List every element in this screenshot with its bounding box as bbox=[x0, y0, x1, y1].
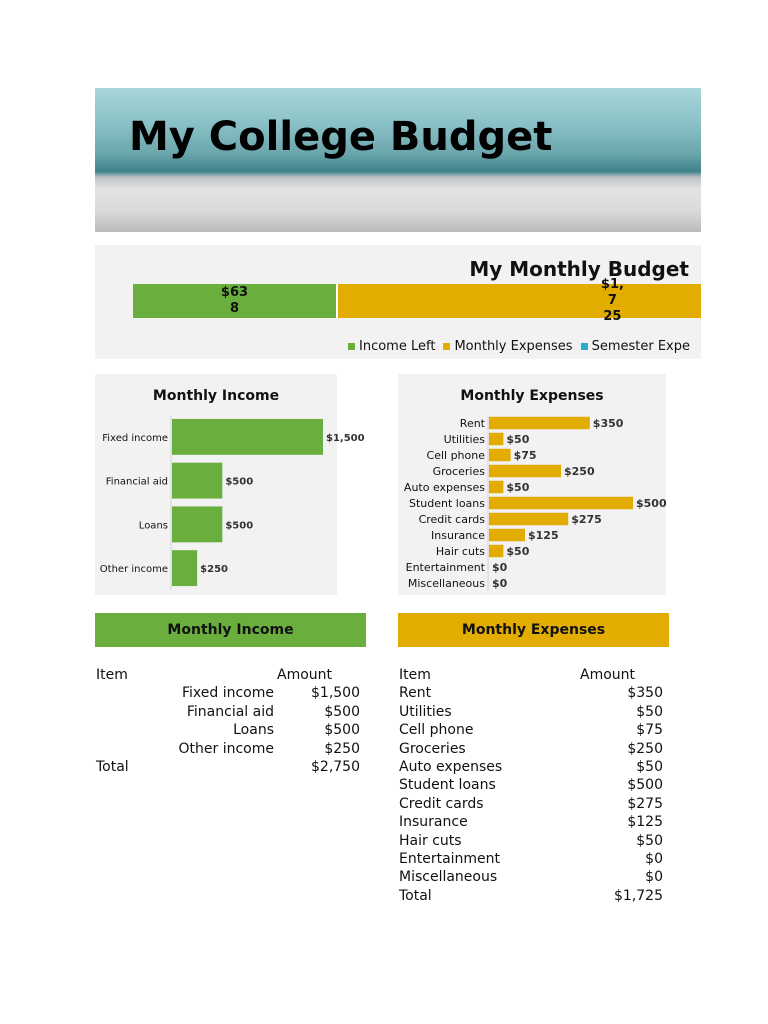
table-row bbox=[398, 796, 669, 814]
bar-value-label: $0 bbox=[492, 561, 508, 574]
amount-cell: $350 bbox=[627, 685, 663, 702]
item-cell: Loans bbox=[233, 722, 274, 739]
bar bbox=[172, 463, 222, 499]
income-chart-svg bbox=[95, 374, 365, 595]
table-row bbox=[398, 814, 669, 832]
item-cell: Other income bbox=[178, 740, 274, 757]
total-label: Total bbox=[96, 759, 129, 775]
amount-cell: $0 bbox=[645, 851, 663, 867]
total-label: Total bbox=[399, 887, 432, 904]
budget-bar-segment bbox=[336, 277, 701, 324]
item-cell: Entertainment bbox=[399, 851, 501, 867]
bar bbox=[489, 465, 561, 477]
table-total-row bbox=[398, 888, 669, 906]
amount-cell: $50 bbox=[636, 832, 663, 849]
legend-swatch bbox=[581, 343, 588, 350]
expenses-chart-svg bbox=[398, 374, 666, 595]
table-row bbox=[398, 833, 669, 851]
budget-legend bbox=[348, 339, 698, 354]
category-label: Utilities bbox=[443, 433, 485, 446]
bar-value-label: $500 bbox=[225, 476, 254, 488]
legend-swatch bbox=[443, 343, 450, 350]
amount-cell: $75 bbox=[636, 722, 663, 739]
category-label: Cell phone bbox=[426, 449, 485, 462]
amount-cell: $500 bbox=[324, 722, 360, 739]
column-header-amount: Amount bbox=[277, 667, 333, 683]
segment-value-label bbox=[221, 285, 249, 317]
bar-value-label: $250 bbox=[200, 564, 229, 576]
bar bbox=[489, 417, 590, 429]
item-cell: Financial aid bbox=[186, 703, 274, 720]
table-row bbox=[95, 741, 366, 759]
bar-value-label: $350 bbox=[592, 417, 624, 430]
item-cell: Auto expenses bbox=[399, 759, 503, 775]
amount-cell: $50 bbox=[636, 703, 663, 720]
bar bbox=[489, 481, 503, 493]
bar-value-label: $75 bbox=[513, 449, 537, 462]
segment-label-line: $63 bbox=[220, 285, 249, 300]
legend-swatch bbox=[348, 343, 355, 350]
monthly-income-header: Monthly Income bbox=[95, 613, 366, 647]
category-label: Miscellaneous bbox=[407, 577, 485, 590]
category-label: Rent bbox=[459, 417, 485, 430]
bar bbox=[489, 545, 503, 557]
total-amount: $2,750 bbox=[311, 759, 360, 775]
table-total-row bbox=[95, 759, 366, 777]
table-row bbox=[398, 777, 669, 795]
category-label: Student loans bbox=[408, 497, 485, 510]
amount-cell: $250 bbox=[627, 740, 663, 757]
amount-cell: $250 bbox=[324, 740, 360, 757]
bar-value-label: $275 bbox=[571, 513, 602, 526]
budget-bar-segment bbox=[133, 284, 336, 318]
table-row bbox=[95, 722, 366, 740]
chart-title: Monthly Expenses bbox=[460, 388, 604, 404]
segment-label-line: 25 bbox=[603, 309, 622, 324]
table-row bbox=[398, 741, 669, 759]
bar-value-label: $500 bbox=[225, 520, 254, 532]
bar bbox=[489, 433, 503, 445]
bar bbox=[172, 506, 222, 542]
category-label: Groceries bbox=[432, 465, 485, 478]
amount-cell: $0 bbox=[645, 869, 663, 886]
title-banner bbox=[95, 88, 701, 232]
monthly-budget-title: My Monthly Budget bbox=[469, 257, 689, 281]
bar-value-label: $125 bbox=[528, 529, 559, 542]
legend-label: Monthly Expenses bbox=[454, 339, 573, 354]
table-row bbox=[398, 869, 669, 887]
legend-item-semester-expenses bbox=[581, 339, 690, 354]
bar-value-label: $1,500 bbox=[326, 432, 365, 444]
amount-cell: $50 bbox=[636, 759, 663, 775]
bar bbox=[489, 529, 525, 541]
item-cell: Fixed income bbox=[181, 685, 274, 702]
amount-cell: $125 bbox=[627, 814, 663, 831]
legend-label: Semester Expe bbox=[591, 339, 690, 354]
segment-label-line: $1,7 bbox=[600, 277, 624, 308]
bar-value-label: $50 bbox=[506, 433, 530, 446]
category-label: Insurance bbox=[431, 529, 485, 542]
bar bbox=[489, 449, 511, 461]
amount-cell: $500 bbox=[627, 777, 663, 794]
bar bbox=[489, 497, 633, 509]
page-title: My College Budget bbox=[129, 114, 553, 160]
legend-item-monthly-expenses bbox=[443, 339, 572, 354]
item-cell: Rent bbox=[399, 685, 432, 702]
monthly-income-chart bbox=[95, 374, 365, 595]
category-label: Loans bbox=[138, 520, 168, 532]
legend-item-income-left bbox=[348, 339, 435, 354]
monthly-budget-chart bbox=[95, 245, 701, 359]
item-cell: Cell phone bbox=[399, 722, 474, 739]
category-label: Auto expenses bbox=[403, 481, 485, 494]
table-row bbox=[398, 704, 669, 722]
item-cell: Groceries bbox=[399, 740, 466, 757]
table-row bbox=[398, 851, 669, 869]
category-label: Entertainment bbox=[405, 561, 485, 574]
table-header-row bbox=[95, 667, 366, 685]
bar-value-label: $250 bbox=[564, 465, 595, 478]
table-row bbox=[398, 759, 669, 777]
bar-value-label: $500 bbox=[636, 497, 667, 510]
table-row bbox=[95, 704, 366, 722]
table-row bbox=[95, 685, 366, 703]
category-label: Credit cards bbox=[418, 513, 485, 526]
segment-value-label bbox=[598, 277, 626, 325]
category-label: Fixed income bbox=[102, 432, 168, 444]
item-cell: Utilities bbox=[399, 703, 452, 720]
legend-label: Income Left bbox=[359, 339, 436, 354]
bar bbox=[489, 513, 568, 525]
amount-cell: $1,500 bbox=[311, 685, 360, 702]
table-row bbox=[398, 685, 669, 703]
item-cell: Miscellaneous bbox=[399, 869, 498, 886]
table-header-row bbox=[398, 667, 669, 685]
bar bbox=[172, 550, 197, 586]
item-cell: Student loans bbox=[399, 777, 496, 794]
item-cell: Credit cards bbox=[399, 795, 484, 812]
bar-value-label: $50 bbox=[506, 545, 530, 558]
bar-value-label: $50 bbox=[506, 481, 530, 494]
table-row bbox=[398, 722, 669, 740]
monthly-expenses-chart bbox=[398, 374, 666, 595]
chart-title: Monthly Income bbox=[152, 388, 280, 404]
category-label: Hair cuts bbox=[435, 545, 485, 558]
bar bbox=[172, 419, 323, 455]
monthly-expenses-header: Monthly Expenses bbox=[398, 613, 669, 647]
amount-cell: $500 bbox=[324, 703, 360, 720]
column-header-item: Item bbox=[96, 667, 128, 683]
segment-label-line: 8 bbox=[229, 301, 240, 316]
item-cell: Insurance bbox=[399, 814, 468, 831]
column-header-item: Item bbox=[399, 667, 431, 683]
amount-cell: $275 bbox=[627, 795, 663, 812]
item-cell: Hair cuts bbox=[399, 832, 462, 849]
total-amount: $1,725 bbox=[614, 887, 663, 904]
category-label: Financial aid bbox=[105, 476, 168, 488]
bar-value-label: $0 bbox=[492, 577, 508, 590]
category-label: Other income bbox=[99, 564, 168, 576]
column-header-amount: Amount bbox=[580, 667, 636, 683]
